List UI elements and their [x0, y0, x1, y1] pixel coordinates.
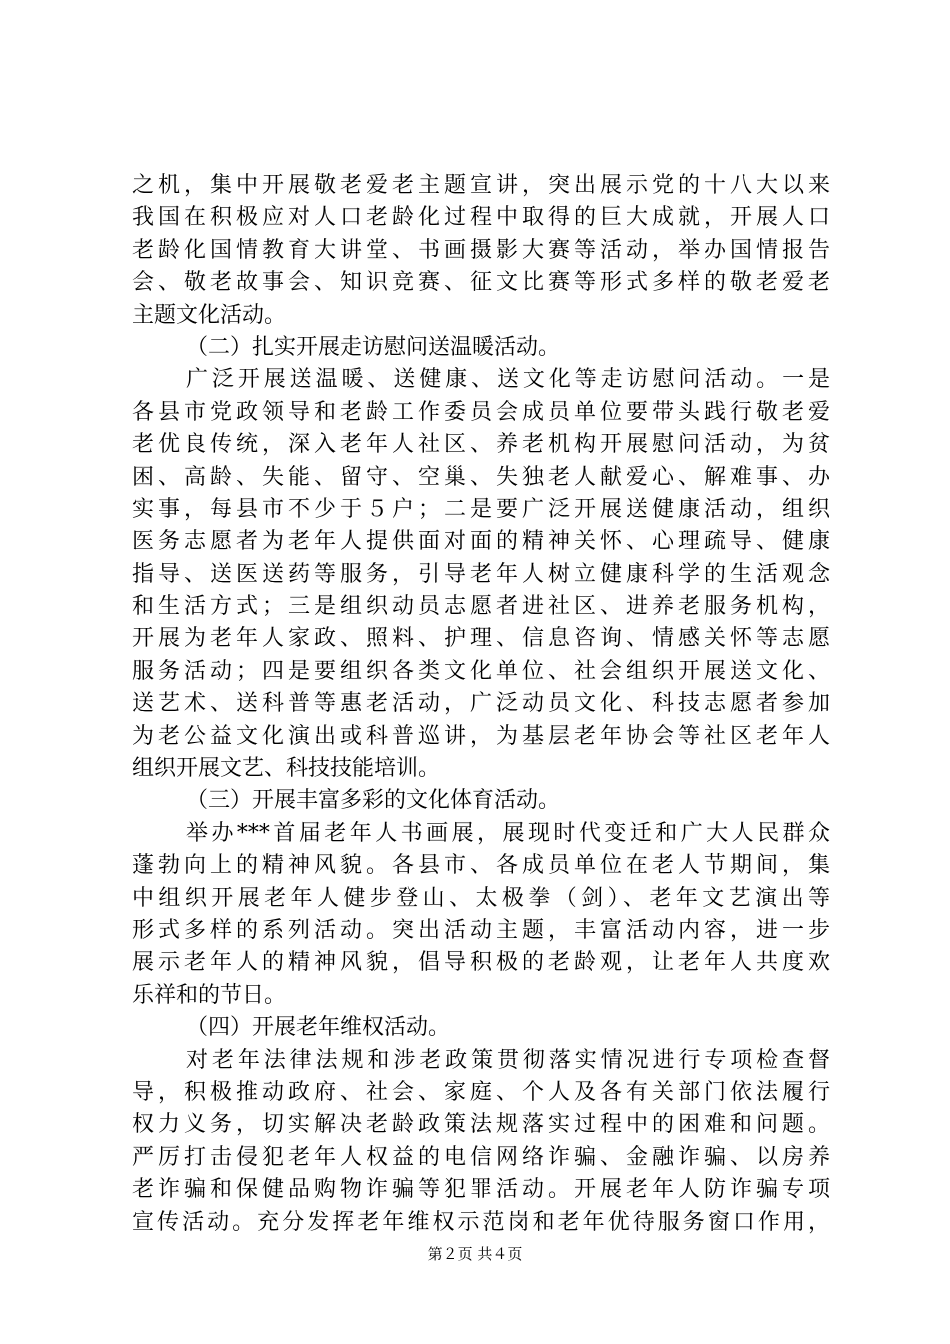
text-line: 权力义务，切实解决老龄政策法规落实过程中的困难和问题。	[132, 1112, 830, 1138]
text-line: 之机，集中开展敬老爱老主题宣讲，突出展示党的十八大以来	[132, 173, 830, 198]
text-line: 形式多样的系列活动。突出活动主题，丰富活动内容，进一步	[132, 917, 830, 943]
text-line: 实事，每县市不少于５户；二是要广泛开展送健康活动，组织	[132, 496, 830, 522]
text-line: 会、敬老故事会、知识竞赛、征文比赛等形式多样的敬老爱老	[132, 270, 830, 296]
text-line: 展示老年人的精神风貌，倡导积极的老龄观，让老年人共度欢	[132, 950, 830, 976]
page-number-footer: 第２页 共４页	[427, 1245, 523, 1263]
text-line: 送艺术、送科普等惠老活动，广泛动员文化、科技志愿者参加	[132, 691, 830, 717]
text-line: 蓬勃向上的精神风貌。各县市、各成员单位在老人节期间，集	[132, 853, 830, 879]
text-line: 我国在积极应对人口老龄化过程中取得的巨大成就，开展人口	[132, 205, 830, 231]
text-line: 严厉打击侵犯老年人权益的电信网络诈骗、金融诈骗、以房养	[132, 1144, 830, 1170]
text-line: 举办***首届老年人书画展，展现时代变迁和广大人民群众	[186, 820, 830, 846]
text-line: 广泛开展送温暖、送健康、送文化等走访慰问活动。一是	[186, 367, 830, 393]
text-line: 服务活动；四是要组织各类文化单位、社会组织开展送文化、	[132, 658, 830, 684]
text-line: 主题文化活动。	[132, 302, 287, 328]
text-line: 和生活方式；三是组织动员志愿者进社区、进养老服务机构，	[132, 594, 830, 620]
text-line: 中组织开展老年人健步登山、太极拳（剑）、老年文艺演出等	[132, 885, 830, 911]
text-line: 开展为老年人家政、照料、护理、信息咨询、情感关怀等志愿	[132, 626, 830, 652]
text-line: 对老年法律法规和涉老政策贯彻落实情况进行专项检查督	[186, 1047, 830, 1073]
text-line: 组织开展文艺、科技技能培训。	[132, 756, 441, 782]
text-line: （二）扎实开展走访慰问送温暖活动。	[186, 334, 561, 360]
text-line: 宣传活动。充分发挥老年维权示范岗和老年优待服务窗口作用，	[132, 1209, 830, 1235]
text-line: 医务志愿者为老年人提供面对面的精神关怀、心理疏导、健康	[132, 529, 830, 555]
text-line: 各县市党政领导和老龄工作委员会成员单位要带头践行敬老爱	[132, 399, 830, 425]
text-line: 老龄化国情教育大讲堂、书画摄影大赛等活动，举办国情报告	[132, 237, 830, 263]
document-body	[132, 170, 830, 1239]
text-line: 为老公益文化演出或科普巡讲，为基层老年协会等社区老年人	[132, 723, 830, 749]
text-line: 乐祥和的节日。	[132, 982, 287, 1008]
text-line: 困、高龄、失能、留守、空巢、失独老人献爱心、解难事、办	[132, 464, 830, 490]
text-line: 导，积极推动政府、社会、家庭、个人及各有关部门依法履行	[132, 1079, 830, 1105]
text-line: 指导、送医送药等服务，引导老年人树立健康科学的生活观念	[132, 561, 830, 587]
text-line: 老优良传统，深入老年人社区、养老机构开展慰问活动，为贫	[132, 432, 830, 458]
text-line: （三）开展丰富多彩的文化体育活动。	[186, 788, 561, 814]
text-line: （四）开展老年维权活动。	[186, 1015, 451, 1041]
text-line: 老诈骗和保健品购物诈骗等犯罪活动。开展老年人防诈骗专项	[132, 1177, 830, 1203]
